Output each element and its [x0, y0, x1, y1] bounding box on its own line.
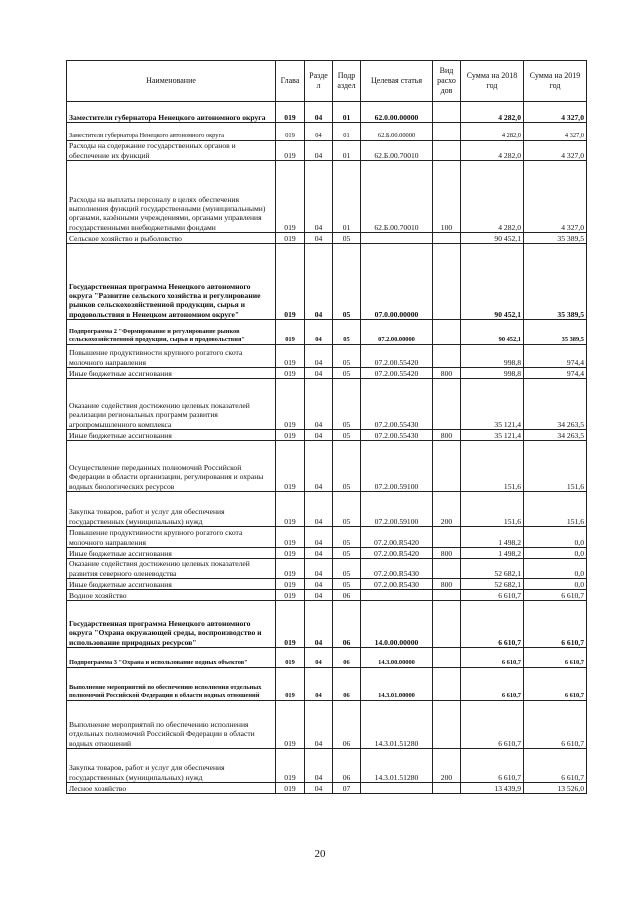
row-sum-2019-cell: 974,4: [524, 345, 587, 368]
row-razdel-cell: 04: [305, 123, 333, 141]
row-target-cell: 14.3.01.51280: [361, 701, 433, 749]
row-vid-cell: [433, 701, 461, 749]
header-sum-2018: Сумма на 2018 год: [461, 61, 524, 102]
row-glava-cell: 019: [276, 161, 305, 233]
row-sum-2018-cell: 52 682,1: [461, 559, 524, 579]
row-sum-2019-cell: 4 327,0: [524, 102, 587, 123]
row-target-cell: [361, 783, 433, 794]
row-sum-2019-cell: 4 327,0: [524, 141, 587, 161]
table-row: [67, 141, 587, 161]
row-sum-2019-cell: 13 526,0: [524, 783, 587, 794]
row-sum-2018-cell: 90 452,1: [461, 244, 524, 320]
row-sum-2019-cell: 151,6: [524, 492, 587, 527]
header-sum-2019: Сумма на 2019 год: [524, 61, 587, 102]
row-podrazdel-cell: 06: [333, 668, 361, 701]
row-sum-2019-cell: 0,0: [524, 579, 587, 590]
row-podrazdel-cell: 01: [333, 141, 361, 161]
row-sum-2018-cell: 998,8: [461, 345, 524, 368]
table-body: [67, 102, 587, 794]
row-podrazdel-cell: 05: [333, 345, 361, 368]
row-glava-cell: 019: [276, 320, 305, 345]
budget-table: [66, 60, 587, 794]
row-glava-cell: 019: [276, 648, 305, 668]
row-vid-cell: [433, 123, 461, 141]
row-sum-2019-cell: 0,0: [524, 527, 587, 548]
row-sum-2018-cell: 4 282,0: [461, 141, 524, 161]
row-sum-2018-cell: 35 121,4: [461, 430, 524, 441]
table-row: [67, 548, 587, 559]
header-name: Наименование: [67, 61, 276, 102]
row-razdel-cell: 04: [305, 579, 333, 590]
row-vid-cell: [433, 668, 461, 701]
row-podrazdel-cell: 06: [333, 701, 361, 749]
row-glava-cell: 019: [276, 701, 305, 749]
row-vid-cell: [433, 102, 461, 123]
row-sum-2018-cell: 6 610,7: [461, 701, 524, 749]
row-sum-2018-cell: 1 498,2: [461, 548, 524, 559]
row-sum-2018-cell: 13 439,9: [461, 783, 524, 794]
table-row: [67, 161, 587, 233]
row-razdel-cell: 04: [305, 379, 333, 430]
row-razdel-cell: 04: [305, 548, 333, 559]
header-razdel: Разде л: [305, 61, 333, 102]
row-target-cell: 62.Б.00.00000: [361, 123, 433, 141]
row-target-cell: 07.2.00.R5420: [361, 548, 433, 559]
row-sum-2019-cell: 6 610,7: [524, 590, 587, 601]
row-target-cell: 07.2.00.55420: [361, 345, 433, 368]
row-razdel-cell: 04: [305, 233, 333, 244]
row-sum-2019-cell: 35 389,5: [524, 244, 587, 320]
row-glava-cell: 019: [276, 430, 305, 441]
row-target-cell: 07.2.00.R5420: [361, 527, 433, 548]
row-razdel-cell: 04: [305, 430, 333, 441]
row-name-cell: Водное хозяйство: [67, 590, 276, 601]
row-name-cell: Выполнение мероприятий по обеспечению исполнения отдельных полномочий Российской Федерации в области водных отношений: [67, 701, 276, 749]
row-glava-cell: 019: [276, 749, 305, 783]
row-target-cell: 14.3.01.51280: [361, 749, 433, 783]
row-sum-2019-cell: 4 327,0: [524, 161, 587, 233]
row-glava-cell: 019: [276, 441, 305, 492]
table-row: [67, 379, 587, 430]
row-glava-cell: 019: [276, 368, 305, 379]
table-row: [67, 701, 587, 749]
row-glava-cell: 019: [276, 492, 305, 527]
row-sum-2019-cell: 6 610,7: [524, 749, 587, 783]
row-glava-cell: 019: [276, 559, 305, 579]
row-sum-2018-cell: 90 452,1: [461, 233, 524, 244]
row-name-cell: Лесное хозяйство: [67, 783, 276, 794]
row-target-cell: 07.2.00.55420: [361, 368, 433, 379]
row-vid-cell: [433, 559, 461, 579]
table-row: [67, 244, 587, 320]
row-name-cell: Закупка товаров, работ и услуг для обеспечения государственных (муниципальных) нужд: [67, 492, 276, 527]
row-razdel-cell: 04: [305, 590, 333, 601]
row-razdel-cell: 04: [305, 320, 333, 345]
row-glava-cell: 019: [276, 244, 305, 320]
row-vid-cell: [433, 141, 461, 161]
row-vid-cell: [433, 783, 461, 794]
row-name-cell: Осуществление переданных полномочий Российской Федерации в области организации, регулирования и охраны водных биологических ресурсов: [67, 441, 276, 492]
row-name-cell: Повышение продуктивности крупного рогатого скота молочного направления: [67, 527, 276, 548]
table-row: [67, 590, 587, 601]
row-podrazdel-cell: 05: [333, 579, 361, 590]
row-podrazdel-cell: 05: [333, 430, 361, 441]
row-glava-cell: 019: [276, 668, 305, 701]
row-target-cell: 07.2.00.59100: [361, 441, 433, 492]
row-glava-cell: 019: [276, 379, 305, 430]
row-razdel-cell: 04: [305, 749, 333, 783]
table-row: [67, 430, 587, 441]
row-sum-2019-cell: 6 610,7: [524, 668, 587, 701]
row-vid-cell: 800: [433, 430, 461, 441]
row-sum-2018-cell: 35 121,4: [461, 379, 524, 430]
header-target: Целевая статья: [361, 61, 433, 102]
row-sum-2019-cell: 34 263,5: [524, 379, 587, 430]
row-podrazdel-cell: 06: [333, 590, 361, 601]
row-sum-2019-cell: 6 610,7: [524, 601, 587, 648]
row-vid-cell: [433, 527, 461, 548]
row-sum-2019-cell: 0,0: [524, 559, 587, 579]
row-podrazdel-cell: 07: [333, 783, 361, 794]
table-row: [67, 102, 587, 123]
row-sum-2019-cell: 35 389,5: [524, 320, 587, 345]
table-row: [67, 783, 587, 794]
row-target-cell: 07.2.00.59100: [361, 492, 433, 527]
row-vid-cell: 800: [433, 548, 461, 559]
row-podrazdel-cell: 01: [333, 102, 361, 123]
table-row: [67, 601, 587, 648]
row-podrazdel-cell: 05: [333, 527, 361, 548]
row-name-cell: Выполнение мероприятий по обеспечению исполнения отдельных полномочий Российской Федерации в области водных отношений: [67, 668, 276, 701]
row-podrazdel-cell: 05: [333, 320, 361, 345]
row-vid-cell: [433, 244, 461, 320]
row-razdel-cell: 04: [305, 668, 333, 701]
row-sum-2018-cell: 998,8: [461, 368, 524, 379]
row-target-cell: 62.Б.00.70010: [361, 141, 433, 161]
row-sum-2019-cell: 34 263,5: [524, 430, 587, 441]
table-header-row: [67, 61, 587, 102]
row-sum-2018-cell: 1 498,2: [461, 527, 524, 548]
row-podrazdel-cell: 05: [333, 368, 361, 379]
row-sum-2019-cell: 0,0: [524, 548, 587, 559]
row-glava-cell: 019: [276, 783, 305, 794]
row-razdel-cell: 04: [305, 368, 333, 379]
row-razdel-cell: 04: [305, 783, 333, 794]
row-target-cell: 62.Б.00.70010: [361, 161, 433, 233]
row-podrazdel-cell: 06: [333, 601, 361, 648]
row-vid-cell: [433, 441, 461, 492]
table-row: [67, 233, 587, 244]
table-row: [67, 123, 587, 141]
row-target-cell: 14.3.01.00000: [361, 668, 433, 701]
row-podrazdel-cell: 05: [333, 548, 361, 559]
row-target-cell: 07.2.00.55430: [361, 379, 433, 430]
header-vid: Вид расхо дов: [433, 61, 461, 102]
row-sum-2018-cell: 6 610,7: [461, 668, 524, 701]
row-sum-2019-cell: 151,6: [524, 441, 587, 492]
row-podrazdel-cell: 05: [333, 379, 361, 430]
row-name-cell: Оказание содействия достижению целевых показателей развития северного оленеводства: [67, 559, 276, 579]
row-target-cell: [361, 233, 433, 244]
row-glava-cell: 019: [276, 579, 305, 590]
row-vid-cell: [433, 590, 461, 601]
row-vid-cell: [433, 648, 461, 668]
table-row: [67, 559, 587, 579]
row-name-cell: Повышение продуктивности крупного рогатого скота молочного направления: [67, 345, 276, 368]
row-name-cell: Заместители губернатора Ненецкого автономного округа: [67, 102, 276, 123]
row-sum-2019-cell: 35 389,5: [524, 233, 587, 244]
row-name-cell: Оказание содействия достижению целевых показателей реализации региональных программ развития агропромышленного комплекса: [67, 379, 276, 430]
row-sum-2019-cell: 974,4: [524, 368, 587, 379]
row-razdel-cell: 04: [305, 345, 333, 368]
row-target-cell: 07.2.00.00000: [361, 320, 433, 345]
row-glava-cell: 019: [276, 102, 305, 123]
row-name-cell: Заместители губернатора Ненецкого автономного округа: [67, 123, 276, 141]
row-podrazdel-cell: 05: [333, 441, 361, 492]
row-sum-2018-cell: 4 282,0: [461, 123, 524, 141]
row-razdel-cell: 04: [305, 559, 333, 579]
row-target-cell: 14.0.00.00000: [361, 601, 433, 648]
row-target-cell: 14.3.00.00000: [361, 648, 433, 668]
row-name-cell: Государственная программа Ненецкого автономного округа "Развитие сельского хозяйства и регулирование рынков сельскохозяйственной продукции, сырья и продовольствия в Ненецком автономном округе": [67, 244, 276, 320]
row-vid-cell: [433, 379, 461, 430]
row-sum-2018-cell: 4 282,0: [461, 161, 524, 233]
row-name-cell: Иные бюджетные ассигнования: [67, 548, 276, 559]
row-sum-2018-cell: 90 452,1: [461, 320, 524, 345]
row-name-cell: Иные бюджетные ассигнования: [67, 579, 276, 590]
row-razdel-cell: 04: [305, 701, 333, 749]
row-sum-2019-cell: 4 327,0: [524, 123, 587, 141]
row-vid-cell: [433, 233, 461, 244]
page-number: 20: [314, 848, 326, 860]
row-name-cell: Расходы на содержание государственных органов и обеспечение их функций: [67, 141, 276, 161]
row-glava-cell: 019: [276, 590, 305, 601]
row-target-cell: 07.2.00.55430: [361, 430, 433, 441]
table-row: [67, 441, 587, 492]
row-glava-cell: 019: [276, 141, 305, 161]
row-sum-2018-cell: 4 282,0: [461, 102, 524, 123]
row-razdel-cell: 04: [305, 601, 333, 648]
row-sum-2018-cell: 6 610,7: [461, 590, 524, 601]
row-sum-2019-cell: 6 610,7: [524, 648, 587, 668]
table-row: [67, 749, 587, 783]
row-name-cell: Сельское хозяйство и рыболовство: [67, 233, 276, 244]
row-name-cell: Иные бюджетные ассигнования: [67, 368, 276, 379]
row-name-cell: Подпрограмма 2 "Формирование и регулирование рынков сельскохозяйственной продукции, сырья и продовольствия": [67, 320, 276, 345]
row-target-cell: 07.0.00.00000: [361, 244, 433, 320]
row-sum-2019-cell: 6 610,7: [524, 701, 587, 749]
table-row: [67, 492, 587, 527]
row-sum-2018-cell: 6 610,7: [461, 749, 524, 783]
row-vid-cell: 200: [433, 749, 461, 783]
row-podrazdel-cell: 05: [333, 559, 361, 579]
row-glava-cell: 019: [276, 345, 305, 368]
header-glava: Глава: [276, 61, 305, 102]
row-vid-cell: 800: [433, 579, 461, 590]
row-razdel-cell: 04: [305, 648, 333, 668]
row-vid-cell: 100: [433, 161, 461, 233]
table-row: [67, 668, 587, 701]
row-target-cell: 62.0.00.00000: [361, 102, 433, 123]
table-row: [67, 579, 587, 590]
table-row: [67, 527, 587, 548]
table-row: [67, 368, 587, 379]
row-podrazdel-cell: 06: [333, 648, 361, 668]
row-vid-cell: [433, 320, 461, 345]
row-glava-cell: 019: [276, 527, 305, 548]
row-podrazdel-cell: 05: [333, 492, 361, 527]
row-vid-cell: [433, 601, 461, 648]
row-razdel-cell: 04: [305, 244, 333, 320]
row-name-cell: Закупка товаров, работ и услуг для обеспечения государственных (муниципальных) нужд: [67, 749, 276, 783]
row-razdel-cell: 04: [305, 441, 333, 492]
row-target-cell: 07.2.00.R5430: [361, 579, 433, 590]
row-glava-cell: 019: [276, 601, 305, 648]
row-name-cell: Иные бюджетные ассигнования: [67, 430, 276, 441]
row-name-cell: Подпрограмма 3 "Охрана и использование водных объектов": [67, 648, 276, 668]
row-glava-cell: 019: [276, 123, 305, 141]
row-razdel-cell: 04: [305, 492, 333, 527]
row-sum-2018-cell: 151,6: [461, 492, 524, 527]
table-row: [67, 648, 587, 668]
row-podrazdel-cell: 01: [333, 161, 361, 233]
table-row: [67, 345, 587, 368]
row-name-cell: Государственная программа Ненецкого автономного округа "Охрана окружающей среды, воспроизводство и использование природных ресурсов": [67, 601, 276, 648]
row-name-cell: Расходы на выплаты персоналу в целях обеспечения выполнения функций государственными (муниципальными) органами, казёнными учреждениями, органами управления государственными внебюджетными фондами: [67, 161, 276, 233]
row-podrazdel-cell: 06: [333, 749, 361, 783]
row-razdel-cell: 04: [305, 141, 333, 161]
row-podrazdel-cell: 01: [333, 123, 361, 141]
row-target-cell: 07.2.00.R5430: [361, 559, 433, 579]
row-sum-2018-cell: 151,6: [461, 441, 524, 492]
row-vid-cell: 200: [433, 492, 461, 527]
row-vid-cell: 800: [433, 368, 461, 379]
row-vid-cell: [433, 345, 461, 368]
row-target-cell: [361, 590, 433, 601]
row-glava-cell: 019: [276, 233, 305, 244]
row-podrazdel-cell: 05: [333, 244, 361, 320]
row-razdel-cell: 04: [305, 102, 333, 123]
row-sum-2018-cell: 52 682,1: [461, 579, 524, 590]
table-row: [67, 320, 587, 345]
row-sum-2018-cell: 6 610,7: [461, 601, 524, 648]
row-glava-cell: 019: [276, 548, 305, 559]
row-razdel-cell: 04: [305, 527, 333, 548]
row-razdel-cell: 04: [305, 161, 333, 233]
header-podrazdel: Подр аздел: [333, 61, 361, 102]
row-podrazdel-cell: 05: [333, 233, 361, 244]
row-sum-2018-cell: 6 610,7: [461, 648, 524, 668]
